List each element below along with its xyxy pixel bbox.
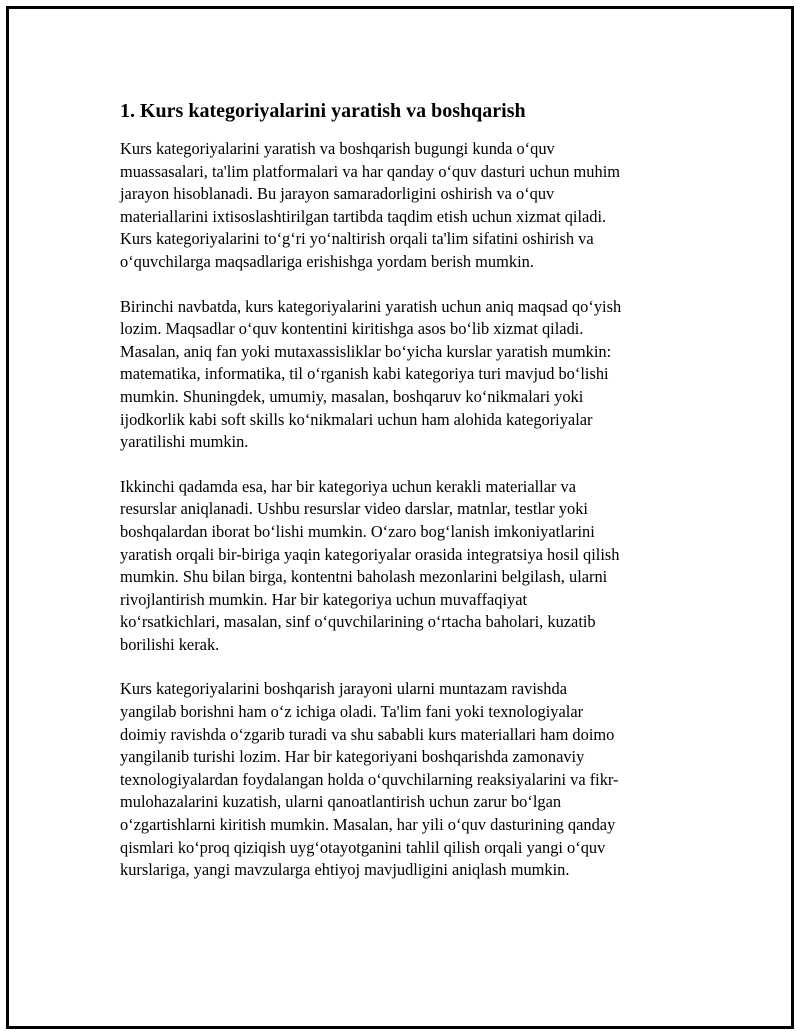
text-line: borilishi kerak.: [120, 634, 220, 654]
text-line: qismlari ko‘proq qiziqish uyg‘otayotganini tahlil qilish orqali yangi o‘quv: [120, 837, 606, 857]
text-line: mumkin. Shuningdek, umumiy, masalan, boshqaruv ko‘nikmalari yoki: [120, 386, 584, 406]
text-line: resurslar aniqlanadi. Ushbu resurslar video darslar, matnlar, testlar yoki: [120, 499, 588, 519]
text-line: yangilanib turishi lozim. Har bir kategoriyani boshqarishda zamonaviy: [120, 747, 585, 767]
page-frame: [6, 6, 794, 1029]
text-line: mulohazalarini kuzatish, ularni qanoatlantirish uchun zarur bo‘lgan: [120, 792, 562, 812]
text-line: ijodkorlik kabi soft skills ko‘nikmalari uchun ham alohida kategoriyalar: [120, 409, 593, 429]
text-line: Ikkinchi qadamda esa, har bir kategoriya uchun kerakli materiallar va: [120, 476, 577, 496]
text-line: jarayon hisoblanadi. Bu jarayon samaradorligini oshirish va o‘quv: [120, 184, 555, 204]
paragraph-1: [120, 138, 700, 274]
text-line: yangilab borishni ham o‘z ichiga oladi. Ta'lim fani yoki texnologiyalar: [120, 702, 584, 722]
paragraph-3: [120, 476, 700, 657]
text-line: lozim. Maqsadlar o‘quv kontentini kiritishga asos bo‘lib xizmat qiladi.: [120, 319, 584, 339]
section-heading: 1. Kurs kategoriyalarini yaratish va boshqarish: [120, 100, 526, 122]
text-line: o‘quvchilarga maqsadlariga erishishga yordam berish mumkin.: [120, 251, 534, 271]
text-line: rivojlantirish mumkin. Har bir kategoriya uchun muvaffaqiyat: [120, 589, 528, 609]
text-line: yaratish orqali bir-biriga yaqin kategoriyalar orasida integratsiya hosil qilish: [120, 544, 620, 564]
text-line: muassasalari, ta'lim platformalari va har qanday o‘quv dasturi uchun muhim: [120, 161, 620, 181]
text-line: Kurs kategoriyalarini boshqarish jarayoni ularni muntazam ravishda: [120, 679, 567, 699]
text-line: Birinchi navbatda, kurs kategoriyalarini yaratish uchun aniq maqsad qo‘yish: [120, 296, 622, 316]
text-line: ko‘rsatkichlari, masalan, sinf o‘quvchilarining o‘rtacha baholari, kuzatib: [120, 612, 596, 632]
text-line: Kurs kategoriyalarini yaratish va boshqarish bugungi kunda o‘quv: [120, 139, 555, 158]
text-line: mumkin. Shu bilan birga, kontentni baholash mezonlarini belgilash, ularni: [120, 567, 608, 587]
text-line: materiallarini ixtisoslashtirilgan tartibda taqdim etish uchun xizmat qiladi.: [120, 206, 607, 226]
text-line: o‘zgartishlarni kiritish mumkin. Masalan, har yili o‘quv dasturining qanday: [120, 815, 616, 835]
text-line: Kurs kategoriyalarini to‘g‘ri yo‘naltirish orqali ta'lim sifatini oshirish va: [120, 229, 594, 249]
text-line: yaratilishi mumkin.: [120, 432, 249, 452]
paragraph-4: [120, 678, 700, 881]
text-line: matematika, informatika, til o‘rganish kabi kategoriya turi mavjud bo‘lishi: [120, 364, 609, 384]
paragraph-2: [120, 296, 700, 454]
text-line: doimiy ravishda o‘zgarib turadi va shu sababli kurs materiallari ham doimo: [120, 724, 615, 744]
text-line: kurslariga, yangi mavzularga ehtiyoj mavjudligini aniqlash mumkin.: [120, 860, 570, 880]
text-line: boshqalardan iborat bo‘lishi mumkin. O‘zaro bog‘lanish imkoniyatlarini: [120, 521, 595, 541]
text-line: Masalan, aniq fan yoki mutaxassisliklar bo‘yicha kurslar yaratish mumkin:: [120, 341, 612, 361]
document-body: [120, 98, 700, 904]
text-line: texnologiyalardan foydalangan holda o‘quvchilarning reaksiyalarini va fikr-: [120, 769, 619, 789]
